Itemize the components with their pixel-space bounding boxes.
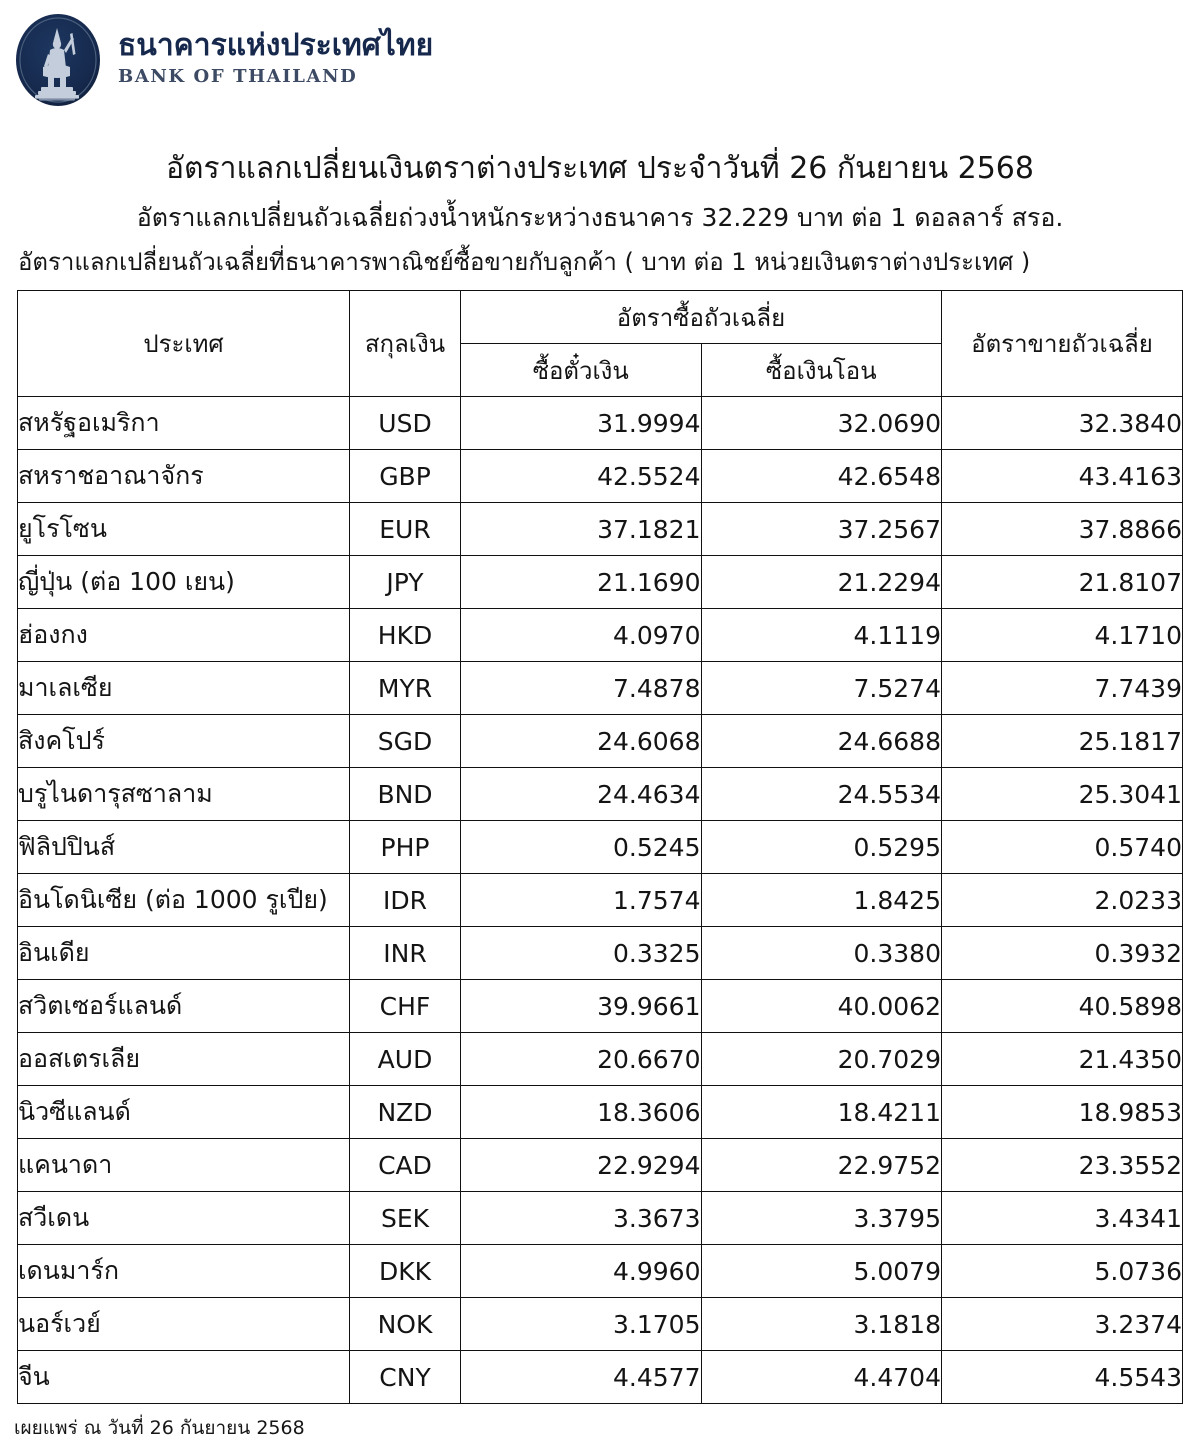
cell-buying-note: 3.1705	[461, 1298, 702, 1351]
cell-buying-transfer: 4.4704	[701, 1351, 942, 1404]
cell-currency: NZD	[350, 1086, 461, 1139]
table-row	[18, 715, 1183, 768]
cell-buying-transfer: 4.1119	[701, 609, 942, 662]
table-row	[18, 1351, 1183, 1404]
commercial-bank-rate-subtitle: อัตราแลกเปลี่ยนถัวเฉลี่ยที่ธนาคารพาณิชย์ซื้อขายกับลูกค้า ( บาท ต่อ 1 หน่วยเงินตราต่างประเทศ )	[18, 248, 1031, 277]
cell-buying-note: 24.4634	[461, 768, 702, 821]
cell-buying-note: 7.4878	[461, 662, 702, 715]
cell-buying-transfer: 21.2294	[701, 556, 942, 609]
page-title: อัตราแลกเปลี่ยนเงินตราต่างประเทศ ประจำวันที่ 26 กันยายน 2568	[166, 151, 1034, 186]
table-body	[18, 397, 1183, 1404]
cell-selling-rate: 7.7439	[942, 662, 1183, 715]
cell-country: อินโดนิเซีย (ต่อ 1000 รูเปีย)	[18, 874, 350, 927]
cell-selling-rate: 3.4341	[942, 1192, 1183, 1245]
cell-buying-note: 24.6068	[461, 715, 702, 768]
cell-buying-note: 3.3673	[461, 1192, 702, 1245]
cell-buying-note: 21.1690	[461, 556, 702, 609]
cell-country: ฟิลิปปินส์	[18, 821, 350, 874]
table-row	[18, 1245, 1183, 1298]
cell-currency: IDR	[350, 874, 461, 927]
cell-buying-transfer: 24.6688	[701, 715, 942, 768]
cell-buying-transfer: 22.9752	[701, 1139, 942, 1192]
interbank-rate-subtitle: อัตราแลกเปลี่ยนถัวเฉลี่ยถ่วงน้ำหนักระหว่างธนาคาร 32.229 บาท ต่อ 1 ดอลลาร์ สรอ.	[136, 203, 1064, 233]
column-header-buying-transfer: ซื้อเงินโอน	[701, 344, 942, 397]
cell-selling-rate: 23.3552	[942, 1139, 1183, 1192]
cell-country: สิงคโปร์	[18, 715, 350, 768]
cell-buying-note: 20.6670	[461, 1033, 702, 1086]
exchange-rate-table	[17, 290, 1183, 1404]
cell-buying-note: 4.9960	[461, 1245, 702, 1298]
table-row	[18, 821, 1183, 874]
exchange-rate-table-wrapper	[17, 290, 1183, 1404]
table-row	[18, 927, 1183, 980]
cell-currency: HKD	[350, 609, 461, 662]
cell-country: สวิตเซอร์แลนด์	[18, 980, 350, 1033]
cell-selling-rate: 18.9853	[942, 1086, 1183, 1139]
cell-selling-rate: 2.0233	[942, 874, 1183, 927]
table-row	[18, 980, 1183, 1033]
table-row	[18, 609, 1183, 662]
cell-country: สวีเดน	[18, 1192, 350, 1245]
cell-country: ญี่ปุ่น (ต่อ 100 เยน)	[18, 556, 350, 609]
cell-buying-transfer: 40.0062	[701, 980, 942, 1033]
cell-buying-note: 31.9994	[461, 397, 702, 450]
cell-currency: CHF	[350, 980, 461, 1033]
cell-currency: NOK	[350, 1298, 461, 1351]
cell-buying-transfer: 0.5295	[701, 821, 942, 874]
cell-country: นอร์เวย์	[18, 1298, 350, 1351]
brand-name-english: BANK OF THAILAND	[118, 65, 358, 87]
cell-selling-rate: 3.2374	[942, 1298, 1183, 1351]
table-row	[18, 874, 1183, 927]
cell-currency: SEK	[350, 1192, 461, 1245]
table-row	[18, 662, 1183, 715]
cell-selling-rate: 0.5740	[942, 821, 1183, 874]
cell-buying-transfer: 42.6548	[701, 450, 942, 503]
cell-selling-rate: 21.4350	[942, 1033, 1183, 1086]
cell-country: แคนาดา	[18, 1139, 350, 1192]
table-row	[18, 397, 1183, 450]
cell-buying-note: 4.4577	[461, 1351, 702, 1404]
cell-currency: JPY	[350, 556, 461, 609]
cell-currency: AUD	[350, 1033, 461, 1086]
title-block	[0, 150, 1200, 278]
table-row	[18, 1033, 1183, 1086]
cell-buying-note: 22.9294	[461, 1139, 702, 1192]
cell-currency: GBP	[350, 450, 461, 503]
cell-selling-rate: 4.1710	[942, 609, 1183, 662]
cell-currency: EUR	[350, 503, 461, 556]
cell-buying-transfer: 5.0079	[701, 1245, 942, 1298]
cell-currency: PHP	[350, 821, 461, 874]
table-header-row-top	[18, 291, 1183, 344]
table-row	[18, 1192, 1183, 1245]
cell-buying-transfer: 24.5534	[701, 768, 942, 821]
cell-currency: CAD	[350, 1139, 461, 1192]
cell-buying-transfer: 3.1818	[701, 1298, 942, 1351]
column-header-buying-note: ซื้อตั๋วเงิน	[461, 344, 702, 397]
cell-buying-transfer: 3.3795	[701, 1192, 942, 1245]
cell-buying-note: 1.7574	[461, 874, 702, 927]
cell-country: สหรัฐอเมริกา	[18, 397, 350, 450]
brand-header	[0, 0, 1200, 112]
cell-buying-transfer: 0.3380	[701, 927, 942, 980]
cell-currency: DKK	[350, 1245, 461, 1298]
cell-buying-note: 0.5245	[461, 821, 702, 874]
column-header-selling-rate: อัตราขายถัวเฉลี่ย	[942, 291, 1183, 397]
cell-selling-rate: 21.8107	[942, 556, 1183, 609]
cell-buying-note: 0.3325	[461, 927, 702, 980]
cell-buying-note: 4.0970	[461, 609, 702, 662]
brand-text	[118, 28, 433, 91]
cell-selling-rate: 5.0736	[942, 1245, 1183, 1298]
cell-buying-transfer: 37.2567	[701, 503, 942, 556]
bank-of-thailand-seal-icon	[12, 10, 104, 110]
table-row	[18, 503, 1183, 556]
table-row	[18, 450, 1183, 503]
column-header-currency: สกุลเงิน	[350, 291, 461, 397]
cell-buying-transfer: 32.0690	[701, 397, 942, 450]
cell-selling-rate: 4.5543	[942, 1351, 1183, 1404]
brand-name-thai: ธนาคารแห่งประเทศไทย	[118, 28, 434, 64]
cell-country: ยูโรโซน	[18, 503, 350, 556]
cell-currency: CNY	[350, 1351, 461, 1404]
cell-buying-transfer: 20.7029	[701, 1033, 942, 1086]
cell-currency: MYR	[350, 662, 461, 715]
cell-currency: INR	[350, 927, 461, 980]
cell-country: นิวซีแลนด์	[18, 1086, 350, 1139]
cell-selling-rate: 32.3840	[942, 397, 1183, 450]
cell-buying-note: 39.9661	[461, 980, 702, 1033]
cell-currency: SGD	[350, 715, 461, 768]
cell-country: อินเดีย	[18, 927, 350, 980]
table-head	[18, 291, 1183, 397]
cell-country: มาเลเซีย	[18, 662, 350, 715]
cell-country: จีน	[18, 1351, 350, 1404]
cell-buying-transfer: 1.8425	[701, 874, 942, 927]
cell-currency: BND	[350, 768, 461, 821]
cell-buying-transfer: 18.4211	[701, 1086, 942, 1139]
cell-selling-rate: 40.5898	[942, 980, 1183, 1033]
cell-buying-note: 37.1821	[461, 503, 702, 556]
table-row	[18, 1086, 1183, 1139]
cell-country: ฮ่องกง	[18, 609, 350, 662]
table-row	[18, 768, 1183, 821]
column-header-buying-group: อัตราซื้อถัวเฉลี่ย	[461, 291, 942, 344]
cell-selling-rate: 25.1817	[942, 715, 1183, 768]
table-row	[18, 1139, 1183, 1192]
cell-buying-note: 42.5524	[461, 450, 702, 503]
cell-buying-note: 18.3606	[461, 1086, 702, 1139]
table-row	[18, 1298, 1183, 1351]
cell-currency: USD	[350, 397, 461, 450]
cell-country: เดนมาร์ก	[18, 1245, 350, 1298]
cell-selling-rate: 25.3041	[942, 768, 1183, 821]
publication-note: เผยแพร่ ณ วันที่ 26 กันยายน 2568	[14, 1417, 305, 1440]
cell-country: สหราชอาณาจักร	[18, 450, 350, 503]
cell-selling-rate: 0.3932	[942, 927, 1183, 980]
cell-country: ออสเตรเลีย	[18, 1033, 350, 1086]
cell-selling-rate: 43.4163	[942, 450, 1183, 503]
column-header-country: ประเทศ	[18, 291, 350, 397]
cell-selling-rate: 37.8866	[942, 503, 1183, 556]
table-row	[18, 556, 1183, 609]
cell-country: บรูไนดารุสซาลาม	[18, 768, 350, 821]
cell-buying-transfer: 7.5274	[701, 662, 942, 715]
